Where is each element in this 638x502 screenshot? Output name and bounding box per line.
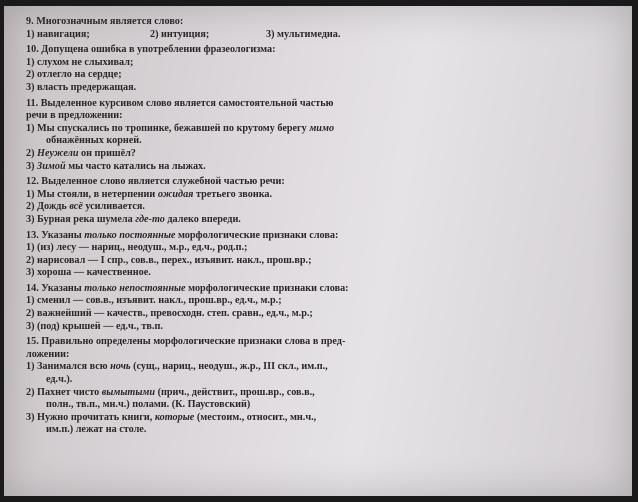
option-2: [26, 387, 376, 400]
option-text: (местоим., относит., мн.ч.,: [194, 411, 317, 423]
option-text: 3) Нужно прочитать книги,: [26, 411, 155, 423]
option-2: [26, 148, 376, 161]
option-3-continued: им.п.) лежат на столе.: [46, 424, 147, 436]
question-14: [26, 283, 376, 333]
option-text: (сущ., нариц., неодуш., ж.р., III скл., им.п.,: [130, 361, 328, 373]
option-3: [26, 161, 376, 174]
option-1: [26, 123, 376, 136]
option-text: третьего звонка.: [193, 188, 273, 200]
option-3: 3) хороша — качественное.: [26, 267, 151, 279]
title-text: 14. Указаны: [26, 282, 85, 294]
option-text: он пришёл?: [78, 147, 136, 159]
question-title-line-2: речи в предложении:: [26, 110, 123, 122]
question-title-line-1: 15. Правильно определены морфологические признаки слова в пред-: [26, 336, 346, 348]
option-text: 1) Мы стояли, в нетерпении: [26, 188, 158, 200]
italic-word: ночь: [110, 361, 131, 373]
option-text: 2): [26, 147, 38, 159]
option-3: 3) (под) крышей — ед.ч., тв.п.: [26, 320, 163, 332]
option-2: 2) интуиция;: [150, 28, 210, 40]
question-15: [26, 336, 376, 437]
question-title: 10. Допущена ошибка в употреблении фразеологизма:: [26, 44, 276, 56]
option-text: 1) Мы спускались по тропинке, бежавшей по крутому берегу: [26, 122, 310, 134]
option-1: [26, 361, 376, 374]
option-2: [26, 201, 376, 214]
italic-word: Зимой: [37, 160, 66, 172]
option-text: 2) Дождь: [26, 201, 70, 213]
question-12: [26, 176, 376, 226]
italic-word: вымытыми: [101, 386, 156, 398]
option-3: 3) мультимедиа.: [266, 28, 341, 40]
page-content: [26, 16, 376, 440]
option-text: мы часто катались на лыжах.: [65, 160, 206, 172]
italic-word: ожидая: [157, 188, 194, 200]
option-text: (прич., действит., прош.вр., сов.в.,: [155, 386, 315, 398]
title-text: морфологические признаки слова:: [175, 229, 339, 241]
question-title: 12. Выделенное слово является служебной частью речи:: [26, 176, 285, 188]
italic-word: которые: [154, 411, 195, 423]
option-1: 1) слухом не слыхивал;: [26, 56, 134, 68]
question-title-line-1: 11. Выделенное курсивом слово является самостоятельной частью: [26, 97, 334, 109]
option-1-continued: обнажённых корней.: [46, 135, 142, 147]
textbook-page: [4, 6, 632, 496]
italic-word: мимо: [309, 122, 335, 134]
option-1: 1) (из) лесу — нариц., неодуш., м.р., ед.ч., род.п.;: [26, 242, 248, 254]
option-1: 1) навигация;: [26, 28, 90, 40]
question-9: [26, 16, 376, 41]
italic-word: где-то: [135, 213, 165, 225]
option-1-continued: ед.ч.).: [46, 374, 73, 386]
question-title: 9. Многозначным является слово:: [26, 16, 184, 27]
option-text: 3) Бурная река шумела: [26, 213, 136, 225]
question-title: [26, 230, 376, 243]
answer-options: [26, 29, 376, 42]
question-title-line-2: ложении:: [26, 348, 70, 360]
option-1: 1) сменил — сов.в., изъявит. накл., прош.вр., ед.ч., м.р.;: [26, 295, 282, 307]
question-13: [26, 230, 376, 280]
option-1: [26, 189, 376, 202]
option-2: 2) отлегло на сердце;: [26, 69, 122, 81]
option-2: 2) важнейший — качеств., превосходн. степ. сравн., ед.ч., м.р.;: [26, 308, 313, 320]
option-text: 2) Пахнет чисто: [26, 386, 102, 398]
question-title: [26, 283, 376, 296]
question-11: [26, 98, 376, 174]
option-2-continued: полн., тв.п., мн.ч.) полами. (К. Паустовский): [46, 399, 251, 411]
option-text: 1) Занимался всю: [26, 361, 111, 373]
option-3: [26, 412, 376, 425]
italic-word: всё: [69, 201, 83, 213]
question-10: [26, 44, 376, 94]
title-text: 13. Указаны: [26, 229, 85, 241]
title-text: морфологические признаки слова:: [185, 282, 349, 294]
option-3: 3) власть предержащая.: [26, 81, 137, 93]
italic-word: Неужели: [37, 147, 79, 159]
option-text: далеко впереди.: [164, 213, 241, 225]
option-2: 2) нарисовал — I спр., сов.в., перех., изъявит. накл., прош.вр.;: [26, 254, 312, 266]
option-3: [26, 214, 376, 227]
option-text: 3): [26, 160, 38, 172]
italic-phrase: только постоянные: [84, 229, 176, 241]
option-text: усиливается.: [82, 201, 145, 213]
italic-phrase: только непостоянные: [84, 282, 186, 294]
